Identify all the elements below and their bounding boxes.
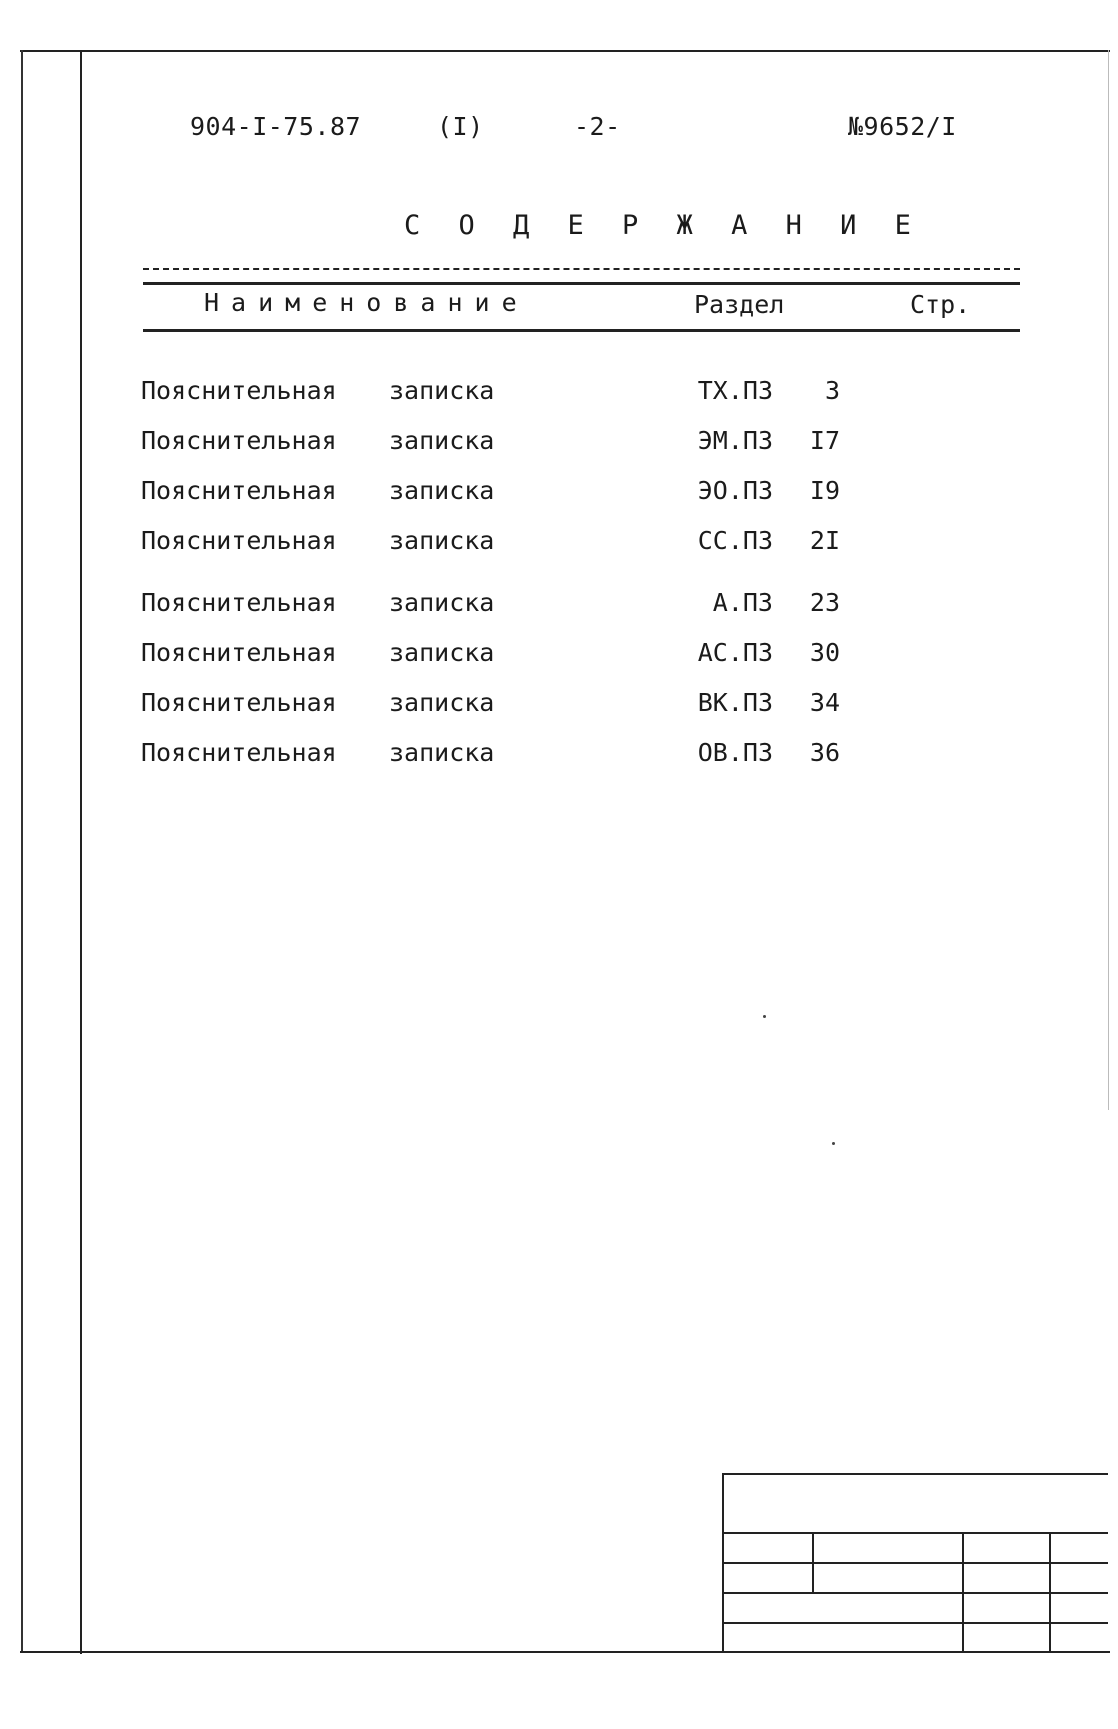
row-name: Пояснительная xyxy=(141,526,337,555)
dashed-rule xyxy=(143,268,1020,270)
row-name: Пояснительная xyxy=(141,426,337,455)
row-page: 30 xyxy=(809,638,840,667)
row-note: записка xyxy=(389,526,495,555)
frame-top-line xyxy=(20,50,1110,52)
row-note: записка xyxy=(389,376,495,405)
row-page: 34 xyxy=(809,688,840,717)
row-section: ВК.ПЗ xyxy=(697,688,773,717)
row-section: А.ПЗ xyxy=(712,588,773,617)
row-note: записка xyxy=(389,688,495,717)
row-page: I9 xyxy=(809,476,840,505)
table-row xyxy=(0,426,1000,460)
stamp-top-line xyxy=(722,1473,1108,1475)
scan-speck xyxy=(763,1015,766,1018)
table-row xyxy=(0,526,1000,560)
archive-number: №9652/I xyxy=(848,112,957,141)
stamp-col-line xyxy=(1049,1532,1051,1653)
row-page: 36 xyxy=(809,738,840,767)
row-name: Пояснительная xyxy=(141,638,337,667)
table-row xyxy=(0,476,1000,510)
row-page: 2I xyxy=(809,526,840,555)
column-header-section: Раздел xyxy=(694,290,785,319)
row-name: Пояснительная xyxy=(141,376,337,405)
frame-left-line xyxy=(21,50,23,1652)
table-row xyxy=(0,738,1000,772)
row-note: записка xyxy=(389,476,495,505)
stamp-col-line xyxy=(812,1532,814,1594)
stamp-col-line xyxy=(962,1532,964,1653)
row-note: записка xyxy=(389,426,495,455)
scan-speck xyxy=(832,1142,835,1145)
row-page: 3 xyxy=(824,376,840,405)
table-header-rule xyxy=(143,329,1020,332)
doc-code: 904-I-75.87 xyxy=(190,112,362,141)
row-note: записка xyxy=(389,738,495,767)
column-header-name: Наименование xyxy=(204,288,529,317)
table-row xyxy=(0,588,1000,622)
row-section: ОВ.ПЗ xyxy=(697,738,773,767)
row-name: Пояснительная xyxy=(141,688,337,717)
binding-margin-line xyxy=(80,50,82,1654)
row-name: Пояснительная xyxy=(141,588,337,617)
row-page: I7 xyxy=(809,426,840,455)
row-section: СС.ПЗ xyxy=(697,526,773,555)
row-name: Пояснительная xyxy=(141,738,337,767)
row-page: 23 xyxy=(809,588,840,617)
part-number: (I) xyxy=(437,112,484,141)
table-row xyxy=(0,638,1000,672)
table-row xyxy=(0,376,1000,410)
row-note: записка xyxy=(389,638,495,667)
row-section: ЭМ.ПЗ xyxy=(697,426,773,455)
row-note: записка xyxy=(389,588,495,617)
row-name: Пояснительная xyxy=(141,476,337,505)
page-title: С О Д Е Р Ж А Н И Е xyxy=(404,210,922,241)
title-block-stamp xyxy=(722,1473,1108,1653)
frame-right-line xyxy=(1108,50,1109,1110)
row-section: ЭО.ПЗ xyxy=(697,476,773,505)
page-number: -2- xyxy=(574,112,621,141)
table-top-rule xyxy=(143,282,1020,285)
column-header-page: Стр. xyxy=(910,290,971,319)
row-section: АС.ПЗ xyxy=(697,638,773,667)
row-section: ТХ.ПЗ xyxy=(697,376,773,405)
table-row xyxy=(0,688,1000,722)
